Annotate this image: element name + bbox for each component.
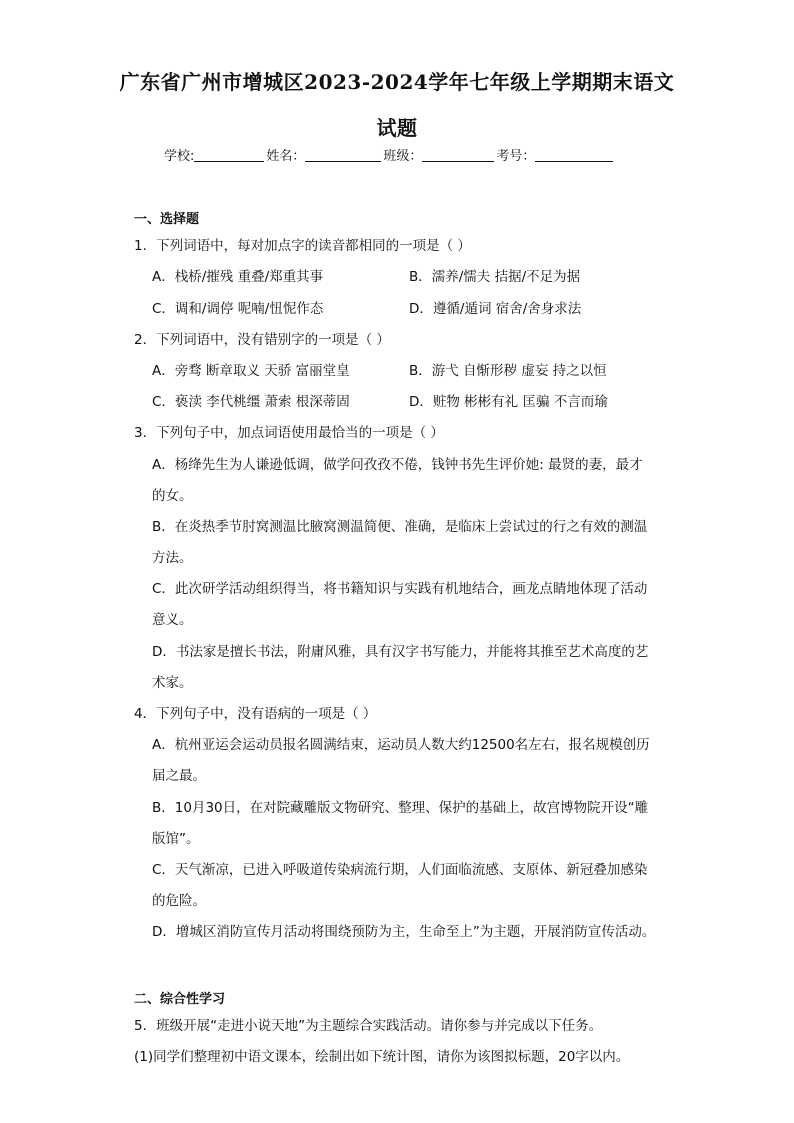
question-2-option-a: A．旁骛 断章取义 天骄 富丽堂皇	[152, 363, 350, 379]
section-heading-comprehensive: 二、综合性学习	[134, 992, 226, 1007]
question-1-option-a: A．栈桥/摧残 重叠/郑重其事	[152, 269, 324, 285]
question-3-option-d-line2: 术家。	[152, 675, 193, 691]
question-3-stem: 3．下列句子中，加点词语使用最恰当的一项是（ ）	[134, 425, 444, 441]
question-4-option-c-line2: 的危险。	[152, 893, 206, 909]
question-4-option-d: D．增城区消防宣传月活动将围绕预防为主，生命至上”为主题，开展消防宣传活动。	[152, 924, 656, 940]
question-3-option-a-line2: 的女。	[152, 488, 193, 504]
document-title-line2: 试题	[376, 116, 418, 140]
question-2-option-b: B．游弋 自惭形秽 虚妄 持之以恒	[409, 363, 607, 379]
school-blank	[194, 149, 264, 162]
question-3-option-a-line1: A．杨绛先生为人谦逊低调，做学问孜孜不倦，钱钟书先生评价她: 最贤的妻，最才	[152, 457, 643, 473]
question-1-stem: 1．下列词语中，每对加点字的读音都相同的一项是（ ）	[134, 238, 471, 254]
question-1-option-d: D．遵循/遁词 宿舍/舍身求法	[409, 301, 582, 317]
number-blank	[535, 149, 613, 162]
question-4-option-b-line1: B．10月30日，在对院藏雕版文物研究、整理、保护的基础上，故宫博物院开设“雕	[152, 800, 649, 816]
name-blank	[305, 149, 381, 162]
question-2-option-d: D．赃物 彬彬有礼 匡骗 不言而瑜	[409, 394, 608, 410]
document-title-line1: 广东省广州市增城区2023-2024学年七年级上学期期末语文	[119, 70, 675, 94]
question-3-option-d-line1: D．书法家是擅长书法，附庸风雅，具有汉字书写能力，并能将其推至艺术高度的艺	[152, 644, 649, 660]
question-4-option-b-line2: 版馆”。	[152, 831, 200, 847]
question-3-option-b-line1: B．在炎热季节肘窝测温比腋窝测温简便、准确，是临床上尝试过的行之有效的测温	[152, 519, 648, 535]
class-label: 班级：	[383, 149, 423, 164]
number-label: 考号：	[496, 149, 536, 164]
question-5-stem: 5．班级开展“走进小说天地”为主题综合实践活动。请你参与并完成以下任务。	[134, 1018, 603, 1034]
question-3-option-c-line2: 意义。	[152, 612, 193, 628]
question-4-option-a-line2: 届之最。	[152, 768, 206, 784]
question-2-stem: 2．下列词语中，没有错别字的一项是（ ）	[134, 332, 390, 348]
question-1-option-c: C．调和/调停 呢喃/忸怩作态	[152, 301, 324, 317]
question-4-stem: 4．下列句子中，没有语病的一项是（ ）	[134, 706, 377, 722]
question-5-subquestion-1: (1)同学们整理初中语文课本，绘制出如下统计图，请你为该图拟标题，20字以内。	[134, 1049, 630, 1065]
question-4-option-a-line1: A．杭州亚运会运动员报名圆满结束，运动员人数大约12500名左右，报名规模创历	[152, 737, 650, 753]
question-2-option-c: C．亵渎 李代桃缰 萧索 根深蒂固	[152, 394, 350, 410]
class-blank	[422, 149, 494, 162]
question-3-option-b-line2: 方法。	[152, 550, 193, 566]
section-heading-choice: 一、选择题	[134, 212, 200, 227]
name-label: 姓名：	[266, 149, 306, 164]
question-4-option-c-line1: C．天气渐凉，已进入呼吸道传染病流行期，人们面临流感、支原体、新冠叠加感染	[152, 862, 648, 878]
question-3-option-c-line1: C．此次研学活动组织得当，将书籍知识与实践有机地结合，画龙点睛地体现了活动	[152, 581, 648, 597]
school-label: 学校:	[164, 149, 195, 164]
student-info-row	[164, 145, 613, 164]
question-1-option-b: B．濡养/懦夫 拮据/不足为据	[409, 269, 581, 285]
